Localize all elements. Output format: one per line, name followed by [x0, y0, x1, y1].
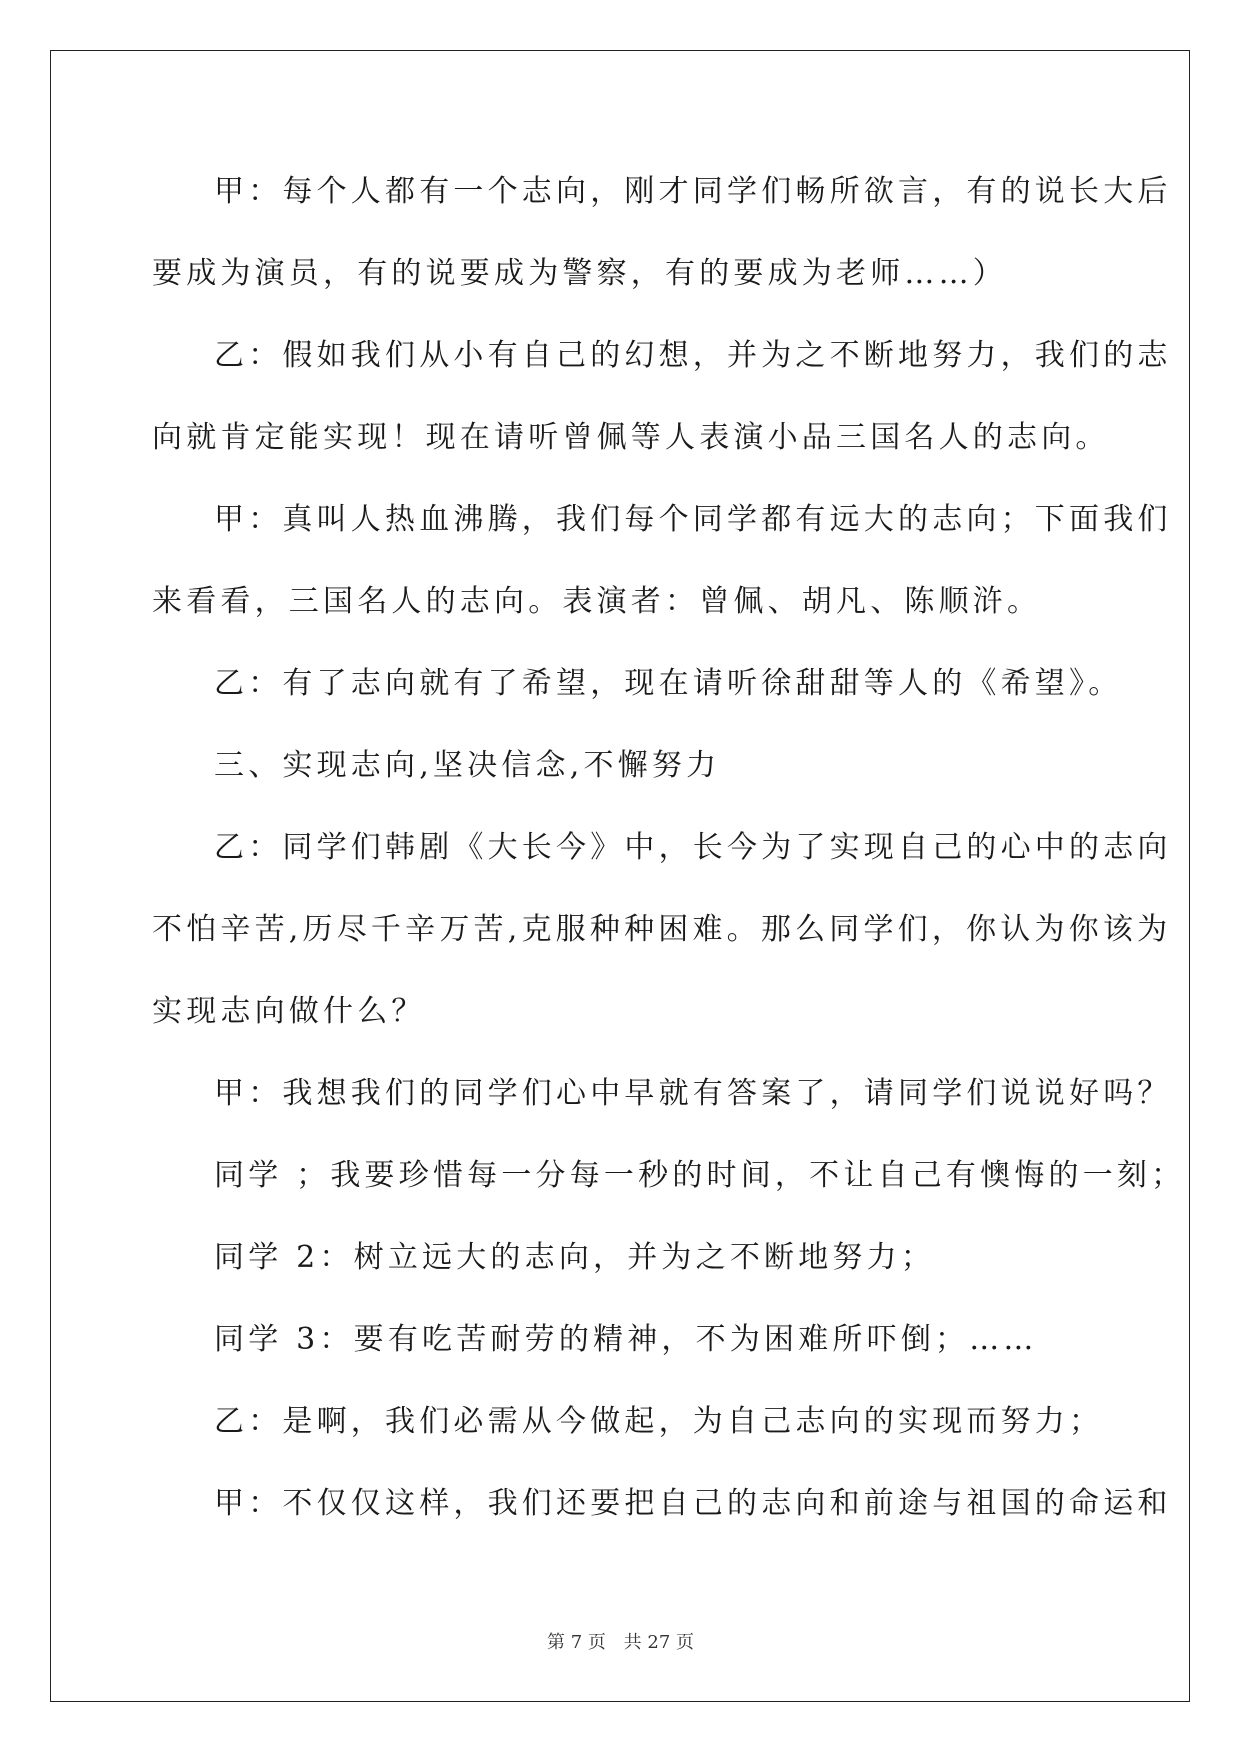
- paragraph-line: 甲：每个人都有一个志向，刚才同学们畅所欲言，有的说长大后: [214, 174, 1172, 209]
- paragraph-line: 实现志向做什么？: [152, 994, 426, 1029]
- paragraph-line: 乙：有了志向就有了希望，现在请听徐甜甜等人的《希望》。: [214, 666, 1123, 701]
- paragraph-line: 甲：不仅仅这样，我们还要把自己的志向和前途与祖国的命运和: [214, 1486, 1172, 1521]
- paragraph-line: 乙：是啊，我们必需从今做起，为自己志向的实现而努力；: [214, 1404, 1104, 1439]
- page-footer: [0, 1628, 1241, 1654]
- paragraph-line: 同学 2：树立远大的志向，并为之不断地努力；: [214, 1240, 936, 1275]
- paragraph-line: 乙：假如我们从小有自己的幻想，并为之不断地努力，我们的志: [214, 338, 1172, 373]
- paragraph-line: 甲：我想我们的同学们心中早就有答案了，请同学们说说好吗？: [214, 1076, 1172, 1111]
- section-heading: 三、实现志向,坚决信念,不懈努力: [214, 748, 721, 783]
- paragraph-line: 向就肯定能实现！现在请听曾佩等人表演小品三国名人的志向。: [152, 420, 1110, 455]
- paragraph-line: 来看看，三国名人的志向。表演者：曾佩、胡凡、陈顺浒。: [152, 584, 1042, 619]
- paragraph-line: 同学 3：要有吃苦耐劳的精神，不为困难所吓倒；……: [214, 1322, 1038, 1357]
- paragraph-line: 同学 ；我要珍惜每一分每一秒的时间，不让自己有懊悔的一刻；: [214, 1158, 1186, 1193]
- document-body: [152, 160, 1186, 1554]
- paragraph-line: 要成为演员，有的说要成为警察，有的要成为老师……）: [152, 256, 1007, 291]
- page-number-current: 第 7 页: [547, 1632, 606, 1653]
- page-number-total: 共 27 页: [623, 1632, 694, 1653]
- paragraph-line: 不怕辛苦,历尽千辛万苦,克服种种困难。那么同学们，你认为你该为: [152, 912, 1172, 947]
- paragraph-line: 乙：同学们韩剧《大长今》中，长今为了实现自己的心中的志向: [214, 830, 1172, 865]
- paragraph-line: 甲：真叫人热血沸腾，我们每个同学都有远大的志向；下面我们: [214, 502, 1172, 537]
